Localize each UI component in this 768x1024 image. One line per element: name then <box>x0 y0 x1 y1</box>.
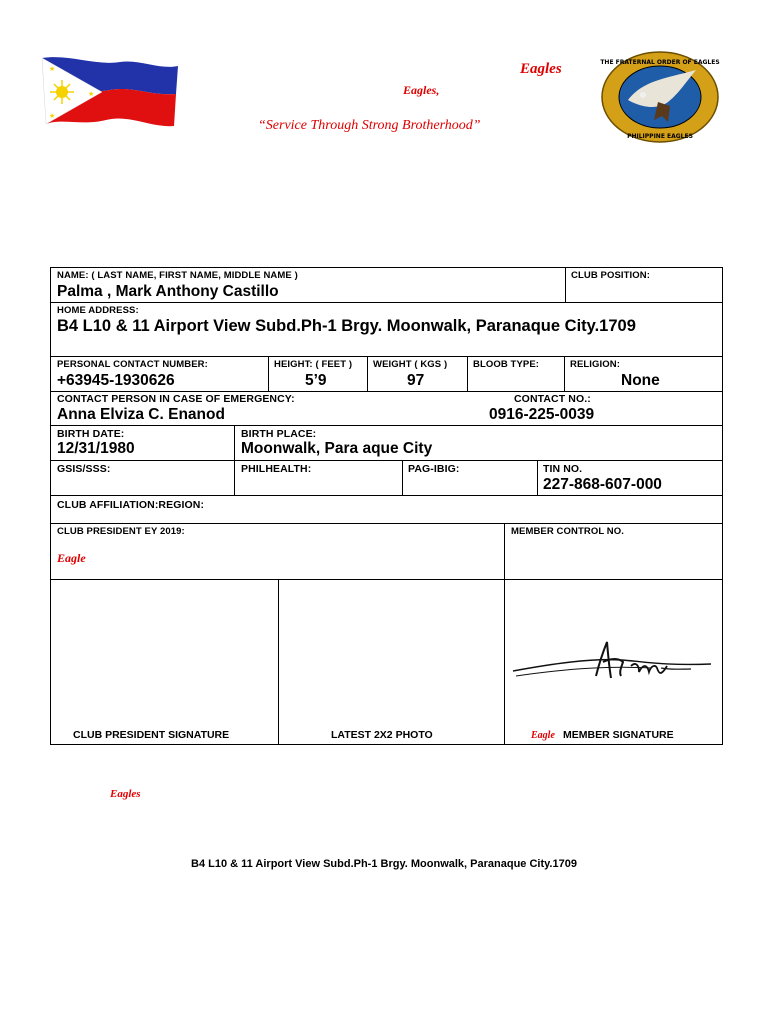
president-value: Eagle <box>57 551 86 565</box>
height-value: 5’9 <box>305 372 327 389</box>
footer-address: B4 L10 & 11 Airport View Subd.Ph-1 Brgy. Moonwalk, Paranaque City.1709 <box>191 858 577 870</box>
contact-number-label: PERSONAL CONTACT NUMBER: <box>57 359 208 370</box>
weight-label: WEIGHT ( KGS ) <box>373 359 448 370</box>
motto: “Service Through Strong Brotherhood” <box>258 118 481 133</box>
weight-value: 97 <box>407 372 425 389</box>
svg-text:PHILIPPINE EAGLES: PHILIPPINE EAGLES <box>627 133 693 140</box>
member-signature-prefix: Eagle <box>531 730 555 741</box>
fraternal-order-of-eagles-seal <box>598 50 726 146</box>
org-word-top: Eagles <box>520 61 562 77</box>
home-address-value: B4 L10 & 11 Airport View Subd.Ph-1 Brgy. Moonwalk, Paranaque City.1709 <box>57 317 636 335</box>
philippine-flag <box>40 52 180 132</box>
handwritten-signature <box>511 636 716 686</box>
svg-text:THE FRATERNAL ORDER OF EAGLES: THE FRATERNAL ORDER OF EAGLES <box>600 59 720 66</box>
pagibig-label: PAG-IBIG: <box>408 463 460 475</box>
emergency-contact-label: CONTACT NO.: <box>514 393 591 405</box>
home-address-label: HOME ADDRESS: <box>57 305 139 316</box>
blood-type-label: BLOOB TYPE: <box>473 359 540 370</box>
org-word-sub: Eagles, <box>403 83 440 97</box>
tin-label: TIN NO. <box>543 463 583 475</box>
president-label: CLUB PRESIDENT EY 2019: <box>57 526 185 537</box>
tin-value: 227-868-607-000 <box>543 476 662 493</box>
emergency-value: Anna Elviza C. Enanod <box>57 406 225 423</box>
svg-text:★: ★ <box>49 112 56 120</box>
svg-text:★: ★ <box>88 90 95 98</box>
president-signature-box <box>51 580 279 744</box>
emergency-label: CONTACT PERSON IN CASE OF EMERGENCY: <box>57 393 295 405</box>
emergency-contact-value: 0916-225-0039 <box>489 406 595 423</box>
birth-place-label: BIRTH PLACE: <box>241 428 317 440</box>
president-signature-caption: CLUB PRESIDENT SIGNATURE <box>73 729 230 741</box>
member-signature-caption: MEMBER SIGNATURE <box>563 729 674 741</box>
below-table-word: Eagles <box>110 788 141 800</box>
membership-form-table <box>50 267 723 745</box>
birth-date-label: BIRTH DATE: <box>57 428 125 440</box>
birth-date-value: 12/31/1980 <box>57 440 135 457</box>
member-control-label: MEMBER CONTROL NO. <box>511 526 624 537</box>
name-value: Palma , Mark Anthony Castillo <box>57 283 279 300</box>
photo-caption: LATEST 2X2 PHOTO <box>331 729 433 741</box>
gsis-label: GSIS/SSS: <box>57 463 111 475</box>
club-position-label: CLUB POSITION: <box>571 270 650 281</box>
affiliation-label: CLUB AFFILIATION:REGION: <box>57 499 205 511</box>
religion-value: None <box>621 372 660 389</box>
svg-text:★: ★ <box>49 65 56 73</box>
height-label: HEIGHT: ( FEET ) <box>274 359 353 370</box>
photo-box <box>279 580 505 744</box>
contact-number-value: +63945-1930626 <box>57 372 175 389</box>
birth-place-value: Moonwalk, Para aque City <box>241 440 433 457</box>
religion-label: RELIGION: <box>570 359 620 370</box>
name-label: NAME: ( LAST NAME, FIRST NAME, MIDDLE NAME ) <box>57 270 298 281</box>
philhealth-label: PHILHEALTH: <box>241 463 312 475</box>
